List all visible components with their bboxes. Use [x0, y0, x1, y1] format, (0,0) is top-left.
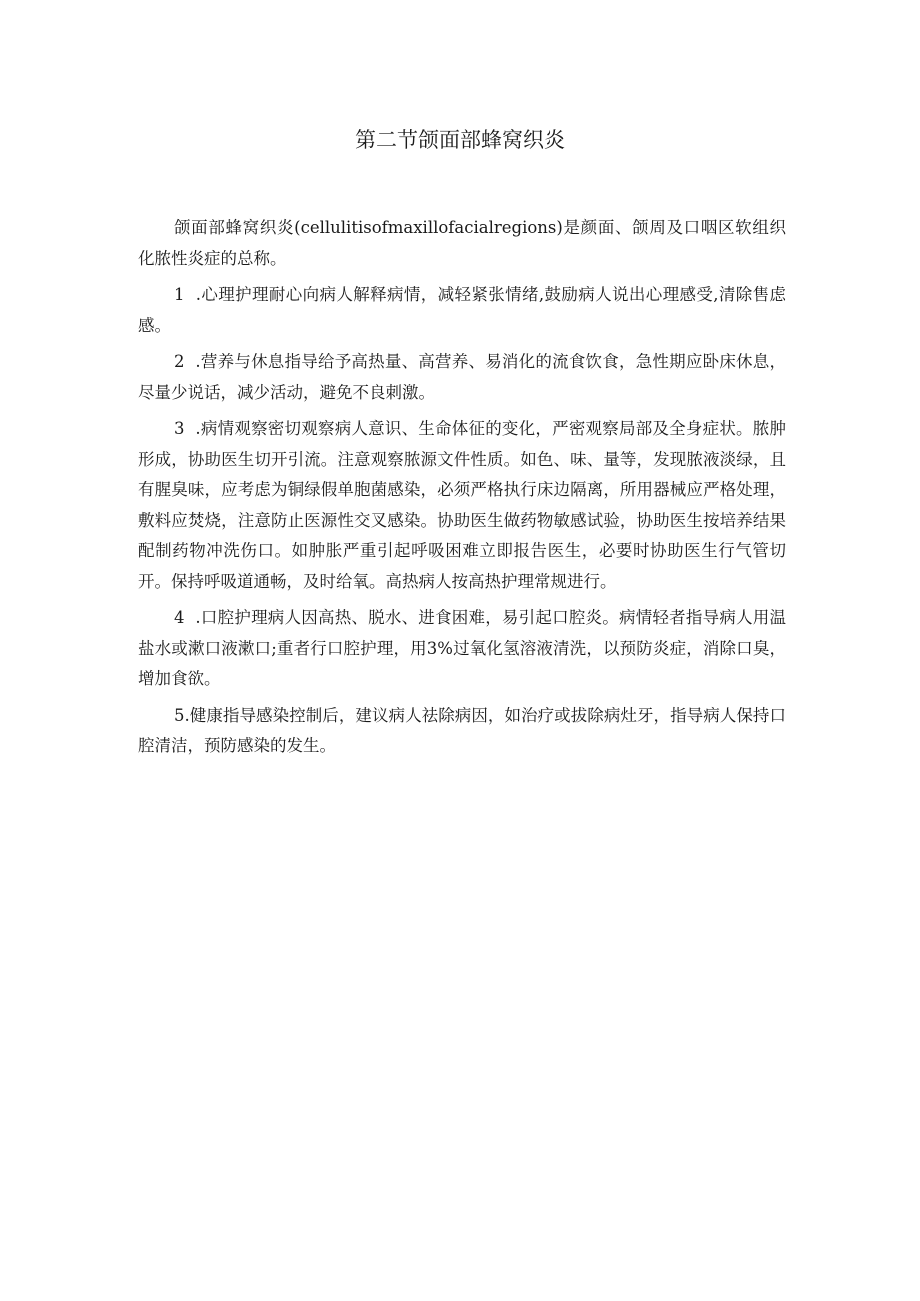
paragraph-intro: 颌面部蜂窝织炎(cellulitisofmaxillofacialregions)是颜面、颌周及口咽区软组织化脓性炎症的总称。 — [138, 218, 786, 268]
paragraph-psychological-care: 1 .心理护理耐心向病人解释病情，减轻紧张情绪,鼓励病人说出心理感受,清除售虑感。 — [138, 285, 786, 335]
document-body — [138, 213, 786, 768]
document-title: 第二节颌面部蜂窝织炎 — [355, 128, 565, 152]
paragraph-nutrition-rest: 2 .营养与休息指导给予高热量、高营养、易消化的流食饮食，急性期应卧床休息，尽量少说话，减少活动，避免不良刺激。 — [138, 352, 786, 402]
paragraph-health-guidance: 5.健康指导感染控制后，建议病人祛除病因，如治疗或拔除病灶牙，指导病人保持口腔清洁，预防感染的发生。 — [138, 705, 786, 755]
paragraph-observation: 3 .病情观察密切观察病人意识、生命体征的变化，严密观察局部及全身症状。脓肿形成，协助医生切开引流。注意观察脓源文件性质。如色、味、量等，发现脓液淡绿，且有腥臭味，应考虑为铜绿假单胞菌感染，必须严格执行床边隔离，所用器械应严格处理，敷料应焚烧，注意防止医源性交叉感染。协助医生做药物敏感试验，协助医生按培养结果配制药物冲洗伤口。如肿胀严重引起呼吸困难立即报告医生，必要时协助医生行气管切开。保持呼吸道通畅，及时给氧。高热病人按高热护理常规进行。 — [138, 419, 786, 591]
paragraph-oral-care: 4 .口腔护理病人因高热、脱水、进食困难，易引起口腔炎。病情轻者指导病人用温盐水或漱口液漱口;重者行口腔护理，用3%过氧化氢溶液清洗，以预防炎症，消除口臭，增加食欲。 — [138, 608, 786, 688]
